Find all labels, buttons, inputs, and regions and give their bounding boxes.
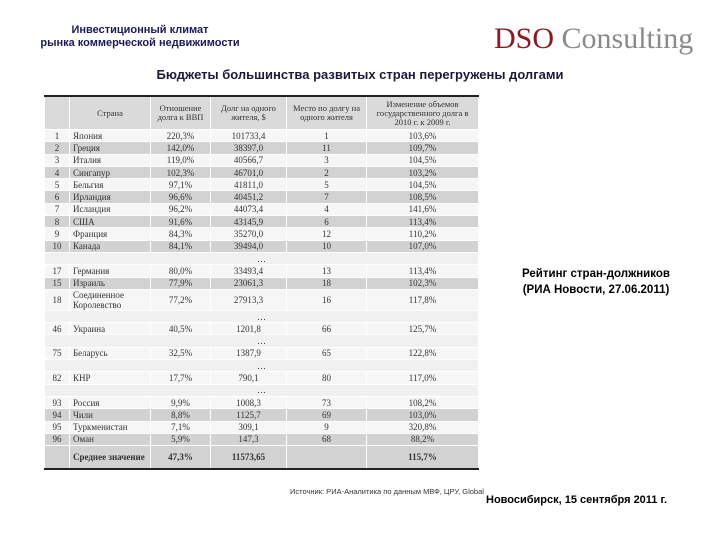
debt-change-cell: 109,7% — [367, 142, 479, 154]
source-note: Источник: РИА-Аналитика по данным МВФ, ЦРУ, Global — [290, 487, 484, 496]
table-row — [45, 277, 479, 289]
table-row — [45, 130, 479, 142]
average-cell: 115,7% — [367, 446, 479, 470]
ellipsis-row — [45, 310, 479, 322]
debt-change-cell: 113,4% — [367, 216, 479, 228]
country-cell: Исландия — [70, 203, 151, 215]
rank-cell: 6 — [45, 191, 70, 203]
country-cell: Беларусь — [70, 347, 151, 359]
column-header: Место по долгу на одного жителя — [287, 96, 367, 130]
per-capita-rank-cell: 73 — [287, 396, 367, 408]
table-row — [45, 289, 479, 310]
debt-to-gdp-cell: 96,6% — [151, 191, 211, 203]
country-cell: Туркменистан — [70, 421, 151, 433]
rating-caption-line-2: (РИА Новости, 27.06.2011) — [522, 284, 670, 296]
country-cell: Россия — [70, 396, 151, 408]
debt-per-capita-cell: 147,3 — [211, 433, 287, 445]
rank-cell: 10 — [45, 240, 70, 252]
country-cell: Германия — [70, 265, 151, 277]
rank-cell: 94 — [45, 409, 70, 421]
debt-per-capita-cell: 1201,8 — [211, 323, 287, 335]
debt-to-gdp-cell: 102,3% — [151, 166, 211, 178]
average-cell: 11573,65 — [211, 446, 287, 470]
debt-change-cell: 117,8% — [367, 289, 479, 310]
table-row — [45, 372, 479, 384]
per-capita-rank-cell: 13 — [287, 265, 367, 277]
rating-caption — [496, 266, 696, 298]
column-header: Долг на одного жителя, $ — [211, 96, 287, 130]
rank-cell: 4 — [45, 166, 70, 178]
average-row — [45, 446, 479, 470]
per-capita-rank-cell: 1 — [287, 130, 367, 142]
country-cell: Сингапур — [70, 166, 151, 178]
rank-cell: 75 — [45, 347, 70, 359]
debt-per-capita-cell: 1008,3 — [211, 396, 287, 408]
company-logo — [494, 22, 693, 56]
debt-change-cell: 88,2% — [367, 433, 479, 445]
debt-change-cell: 320,8% — [367, 421, 479, 433]
title-line-1: Инвестиционный климат — [71, 24, 209, 36]
table-row — [45, 142, 479, 154]
rank-cell: 82 — [45, 372, 70, 384]
debt-to-gdp-cell: 8,8% — [151, 409, 211, 421]
per-capita-rank-cell: 66 — [287, 323, 367, 335]
debt-per-capita-cell: 40566,7 — [211, 154, 287, 166]
per-capita-rank-cell: 2 — [287, 166, 367, 178]
debt-change-cell: 104,5% — [367, 154, 479, 166]
per-capita-rank-cell: 18 — [287, 277, 367, 289]
debt-per-capita-cell: 1125,7 — [211, 409, 287, 421]
debt-per-capita-cell: 43145,9 — [211, 216, 287, 228]
debt-per-capita-cell: 27913,3 — [211, 289, 287, 310]
average-cell: 47,3% — [151, 446, 211, 470]
per-capita-rank-cell: 5 — [287, 179, 367, 191]
country-cell: Италия — [70, 154, 151, 166]
country-cell: Украина — [70, 323, 151, 335]
column-header: Отношение долга к ВВП — [151, 96, 211, 130]
table-row — [45, 396, 479, 408]
logo-dso: DSO — [494, 22, 555, 55]
per-capita-rank-cell: 80 — [287, 372, 367, 384]
per-capita-rank-cell: 69 — [287, 409, 367, 421]
debt-to-gdp-cell: 142,0% — [151, 142, 211, 154]
country-cell: США — [70, 216, 151, 228]
footer-place-date: Новосибирск, 15 сентября 2011 г. — [486, 494, 668, 506]
ellipsis-row — [45, 360, 479, 372]
country-cell: КНР — [70, 372, 151, 384]
rank-cell: 7 — [45, 203, 70, 215]
rank-cell: 93 — [45, 396, 70, 408]
debt-to-gdp-cell: 220,3% — [151, 130, 211, 142]
per-capita-rank-cell: 16 — [287, 289, 367, 310]
table-row — [45, 228, 479, 240]
table-header-row — [45, 96, 479, 130]
debt-to-gdp-cell: 84,1% — [151, 240, 211, 252]
country-cell: Бельгия — [70, 179, 151, 191]
table-row — [45, 323, 479, 335]
logo-consulting: Consulting — [554, 22, 694, 55]
column-header: Изменение объемов государственного долга в 2010 г. к 2009 г. — [367, 96, 479, 130]
title-line-2: рынка коммерческой недвижимости — [40, 37, 240, 49]
per-capita-rank-cell: 9 — [287, 421, 367, 433]
debt-per-capita-cell: 35270,0 — [211, 228, 287, 240]
rank-cell: 15 — [45, 277, 70, 289]
debt-change-cell: 104,5% — [367, 179, 479, 191]
table-row — [45, 179, 479, 191]
table-row — [45, 433, 479, 445]
table-row — [45, 154, 479, 166]
slide-heading: Бюджеты большинства развитых стран перегружены долгами — [156, 67, 564, 82]
debt-per-capita-cell: 40451,2 — [211, 191, 287, 203]
rank-cell: 46 — [45, 323, 70, 335]
country-cell: Канада — [70, 240, 151, 252]
debt-to-gdp-cell: 119,0% — [151, 154, 211, 166]
country-cell: Израиль — [70, 277, 151, 289]
country-cell: Греция — [70, 142, 151, 154]
rank-cell: 18 — [45, 289, 70, 310]
debt-to-gdp-cell: 77,2% — [151, 289, 211, 310]
column-header: Страна — [70, 96, 151, 130]
table-row — [45, 240, 479, 252]
per-capita-rank-cell: 4 — [287, 203, 367, 215]
debt-per-capita-cell: 33493,4 — [211, 265, 287, 277]
per-capita-rank-cell: 6 — [287, 216, 367, 228]
debt-to-gdp-cell: 40,5% — [151, 323, 211, 335]
rank-cell: 3 — [45, 154, 70, 166]
debt-to-gdp-cell: 91,6% — [151, 216, 211, 228]
country-cell: Ирландия — [70, 191, 151, 203]
debt-per-capita-cell: 790,1 — [211, 372, 287, 384]
average-cell — [287, 446, 367, 470]
debt-change-cell: 117,0% — [367, 372, 479, 384]
rank-cell: 1 — [45, 130, 70, 142]
debt-change-cell: 108,2% — [367, 396, 479, 408]
debt-to-gdp-cell: 97,1% — [151, 179, 211, 191]
rank-cell: 8 — [45, 216, 70, 228]
table-row — [45, 347, 479, 359]
table-row — [45, 203, 479, 215]
rank-cell: 96 — [45, 433, 70, 445]
table-row — [45, 421, 479, 433]
debt-to-gdp-cell: 96,2% — [151, 203, 211, 215]
country-cell: Оман — [70, 433, 151, 445]
table-row — [45, 409, 479, 421]
debt-change-cell: 103,2% — [367, 166, 479, 178]
country-cell: Чили — [70, 409, 151, 421]
rank-cell: 95 — [45, 421, 70, 433]
country-cell: Франция — [70, 228, 151, 240]
debt-change-cell: 113,4% — [367, 265, 479, 277]
debt-change-cell: 122,8% — [367, 347, 479, 359]
per-capita-rank-cell: 7 — [287, 191, 367, 203]
table-row — [45, 166, 479, 178]
ellipsis-row — [45, 252, 479, 264]
debt-rating-table — [44, 95, 479, 470]
debt-per-capita-cell: 41811,0 — [211, 179, 287, 191]
debt-per-capita-cell: 23061,3 — [211, 277, 287, 289]
debt-per-capita-cell: 38397,0 — [211, 142, 287, 154]
debt-to-gdp-cell: 84,3% — [151, 228, 211, 240]
ellipsis: … — [45, 252, 479, 264]
debt-change-cell: 103,0% — [367, 409, 479, 421]
ellipsis: … — [45, 310, 479, 322]
debt-change-cell: 107,0% — [367, 240, 479, 252]
rank-cell: 17 — [45, 265, 70, 277]
debt-per-capita-cell: 46701,0 — [211, 166, 287, 178]
debt-to-gdp-cell: 7,1% — [151, 421, 211, 433]
average-cell — [45, 446, 70, 470]
per-capita-rank-cell: 65 — [287, 347, 367, 359]
table-row — [45, 265, 479, 277]
per-capita-rank-cell: 11 — [287, 142, 367, 154]
ellipsis: … — [45, 360, 479, 372]
rank-cell: 5 — [45, 179, 70, 191]
ellipsis-row — [45, 384, 479, 396]
debt-to-gdp-cell: 77,9% — [151, 277, 211, 289]
debt-to-gdp-cell: 32,5% — [151, 347, 211, 359]
debt-to-gdp-cell: 9,9% — [151, 396, 211, 408]
presentation-title — [20, 24, 260, 50]
debt-change-cell: 125,7% — [367, 323, 479, 335]
debt-per-capita-cell: 44073,4 — [211, 203, 287, 215]
rank-cell: 9 — [45, 228, 70, 240]
per-capita-rank-cell: 3 — [287, 154, 367, 166]
column-header — [45, 96, 70, 130]
per-capita-rank-cell: 12 — [287, 228, 367, 240]
table-row — [45, 216, 479, 228]
ellipsis: … — [45, 335, 479, 347]
debt-change-cell: 108,5% — [367, 191, 479, 203]
debt-per-capita-cell: 1387,9 — [211, 347, 287, 359]
debt-change-cell: 102,3% — [367, 277, 479, 289]
ellipsis-row — [45, 335, 479, 347]
country-cell: Япония — [70, 130, 151, 142]
debt-per-capita-cell: 39494,0 — [211, 240, 287, 252]
per-capita-rank-cell: 68 — [287, 433, 367, 445]
debt-change-cell: 141,6% — [367, 203, 479, 215]
table-row — [45, 191, 479, 203]
debt-per-capita-cell: 309,1 — [211, 421, 287, 433]
rating-caption-line-1: Рейтинг стран-должников — [522, 268, 670, 280]
debt-change-cell: 110,2% — [367, 228, 479, 240]
debt-to-gdp-cell: 80,0% — [151, 265, 211, 277]
rank-cell: 2 — [45, 142, 70, 154]
debt-change-cell: 103,6% — [367, 130, 479, 142]
debt-to-gdp-cell: 5,9% — [151, 433, 211, 445]
debt-to-gdp-cell: 17,7% — [151, 372, 211, 384]
country-cell: Соединенное Королевство — [70, 289, 151, 310]
debt-per-capita-cell: 101733,4 — [211, 130, 287, 142]
average-cell: Среднее значение — [70, 446, 151, 470]
per-capita-rank-cell: 10 — [287, 240, 367, 252]
ellipsis: … — [45, 384, 479, 396]
